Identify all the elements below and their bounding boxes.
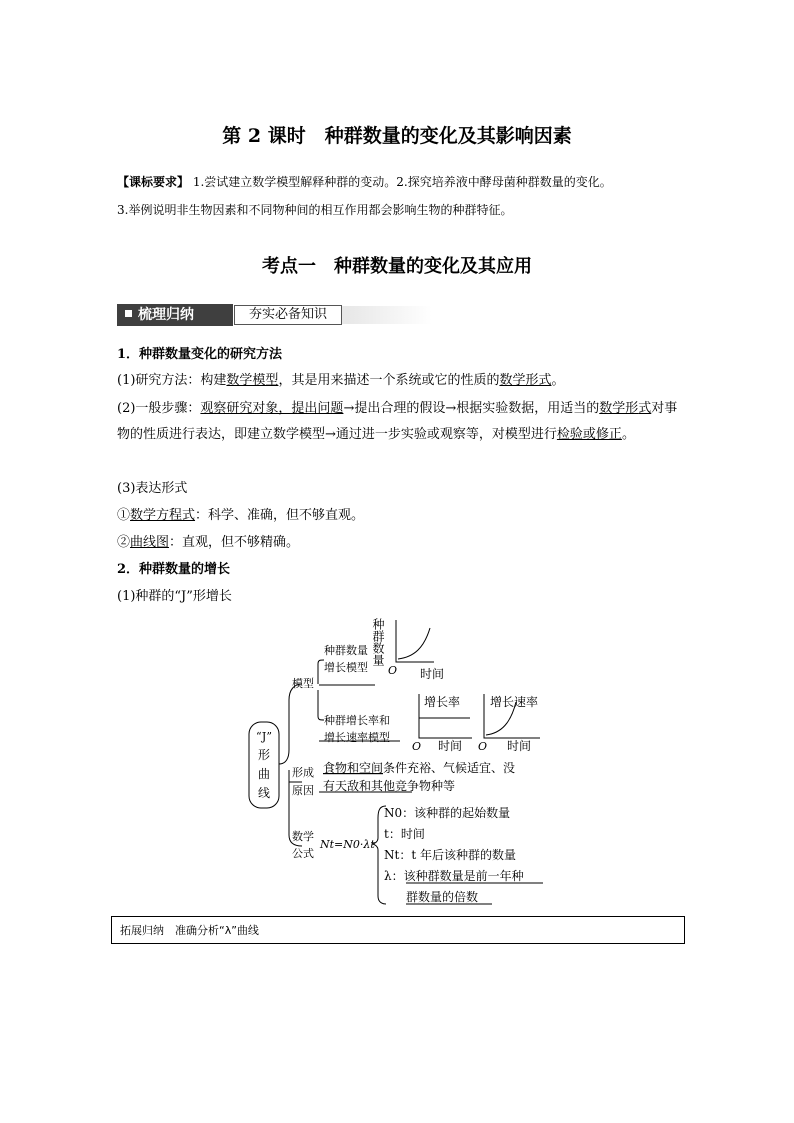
cause-label-2: 原因 xyxy=(292,784,314,797)
graph2-title: 增长率 xyxy=(424,695,461,709)
standards-line1: 1.尝试建立数学模型解释种群的变动。2.探究培养液中酵母菌种群数量的变化。 xyxy=(192,175,612,189)
formula: Nt=N0·λt xyxy=(320,838,375,851)
root-line-4: 线 xyxy=(257,786,271,800)
root-line-1: “J” xyxy=(256,730,272,743)
cause-label-1: 形成 xyxy=(292,766,314,779)
standards-tag: 【课标要求】 xyxy=(117,175,190,189)
heading-research-method: 1．种群数量变化的研究方法 xyxy=(117,347,283,362)
def-nt: Nt：t 年后该种群的数量 xyxy=(384,848,516,862)
model-label: 模型 xyxy=(292,677,314,690)
para-expression-form: (3)表达形式 xyxy=(117,481,188,496)
graph1-curve xyxy=(398,628,430,659)
heading-population-growth: 2．种群数量的增长 xyxy=(117,562,231,577)
para-equation: ①数学方程式：科学、准确，但不够直观。 xyxy=(117,508,365,523)
para-j-growth: (1)种群的“J”形增长 xyxy=(117,589,232,604)
section-title: 考点一 种群数量的变化及其应用 xyxy=(262,256,532,277)
graph2-xlabel: 时间 xyxy=(438,739,463,753)
sub1-line-2: 增长模型 xyxy=(324,661,368,674)
banner-dark-label: 梳理归纳 xyxy=(117,304,233,326)
sub1-line-1: 种群数量 xyxy=(324,644,368,657)
root-line-3: 曲 xyxy=(257,767,271,781)
page-title: 第 2 课时 种群数量的变化及其影响因素 xyxy=(222,125,572,147)
standards-line2: 3.举例说明非生物因素和不同物种间的相互作用都会影响生物的种群特征。 xyxy=(117,203,513,217)
extension-box xyxy=(111,916,685,944)
sub2-line-2: 增长速率模型 xyxy=(324,731,390,744)
graph3-origin: O xyxy=(478,740,488,753)
extension-title: 拓展归纳 准确分析“λ”曲线 xyxy=(120,924,259,937)
para-research-method: (1)研究方法：构建数学模型，其是用来描述一个系统或它的性质的数学形式。 xyxy=(117,373,565,388)
formula-label-2: 公式 xyxy=(292,847,314,860)
para-general-steps: (2)一般步骤：观察研究对象，提出问题→提出合理的假设→根据实验数据，用适当的数学形式对事物的性质进行表达，即建立数学模型→通过进一步实验或观察等，对模型进行检验或修正。 xyxy=(117,401,678,442)
banner-light-label: 夯实必备知识 xyxy=(234,305,342,325)
graph1-axes xyxy=(396,620,434,662)
graph2-origin: O xyxy=(412,740,422,753)
def-t: t：时间 xyxy=(384,827,425,841)
graph1-ylabel: 种群数量 xyxy=(371,618,385,666)
graph1-origin: O xyxy=(388,664,398,677)
para-curve: ②曲线图：直观，但不够精确。 xyxy=(117,535,300,550)
graph3-xlabel: 时间 xyxy=(507,739,532,753)
graph3-title: 增长速率 xyxy=(490,695,539,709)
formula-label-1: 数学 xyxy=(292,830,314,843)
cause-text-2: 有天敌和其他竞争物种等 xyxy=(323,779,456,793)
graph1-xlabel: 时间 xyxy=(420,667,445,681)
root-line-2: 形 xyxy=(257,748,271,762)
brace-model xyxy=(279,684,302,764)
cause-text-1: 食物和空间条件充裕、气候适宜、没 xyxy=(323,761,516,775)
def-n0: N0：该种群的起始数量 xyxy=(384,806,511,820)
def-lambda-2: 群数量的倍数 xyxy=(406,890,479,904)
def-lambda: λ：该种群数量是前一年种 xyxy=(384,869,524,883)
sub2-line-1: 种群增长率和 xyxy=(324,714,390,727)
